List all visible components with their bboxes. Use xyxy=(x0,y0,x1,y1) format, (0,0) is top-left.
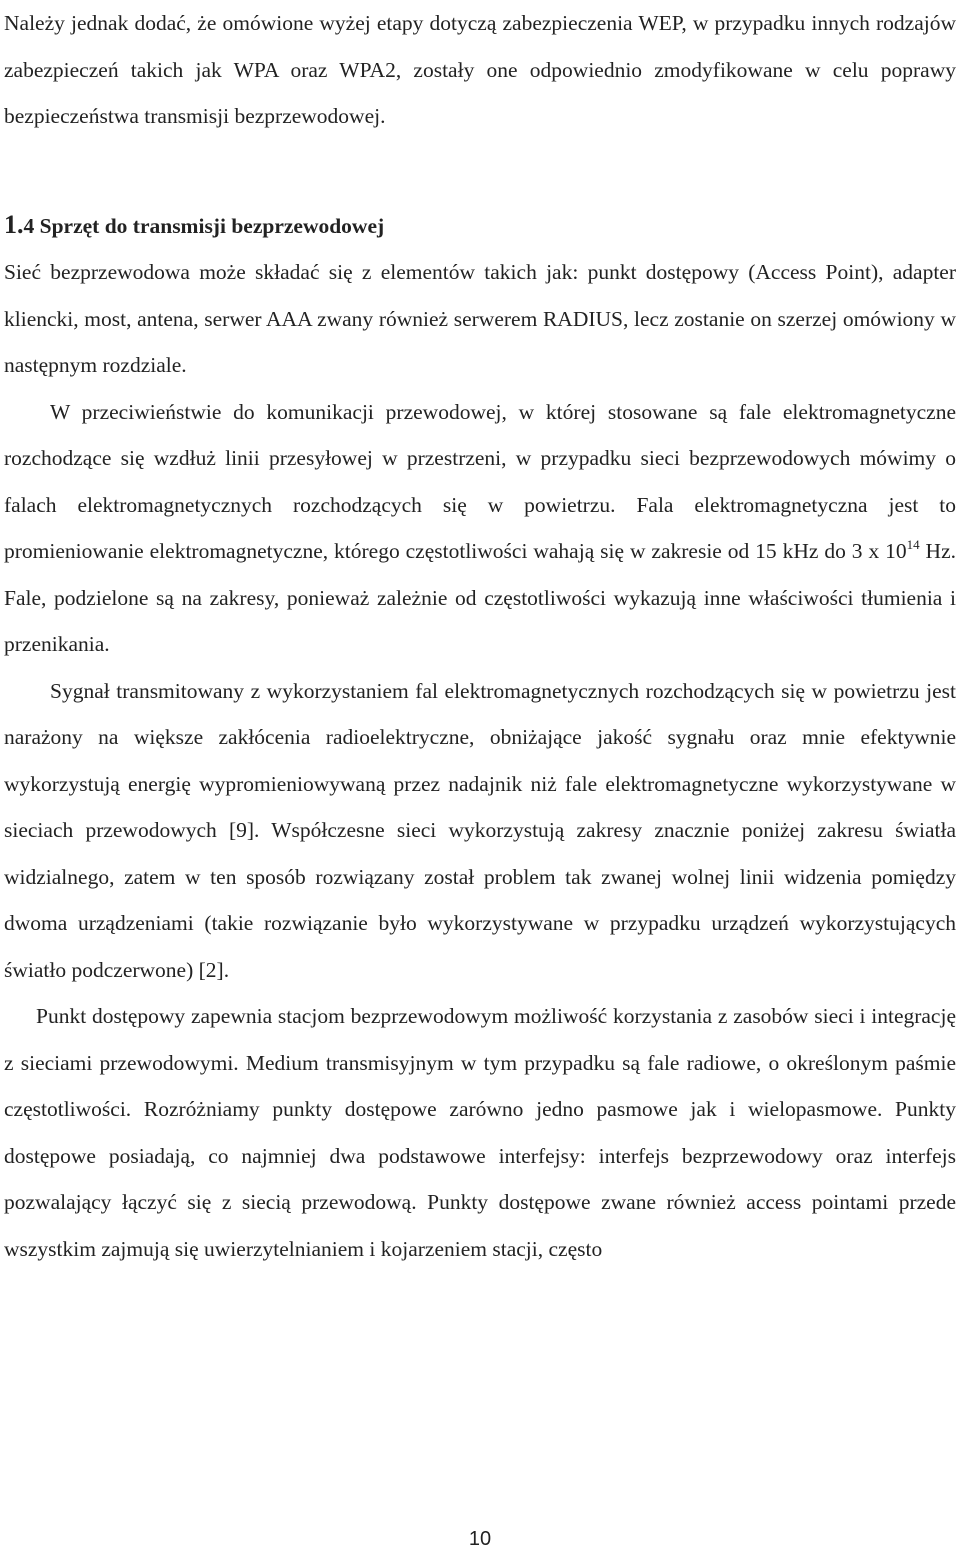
section-heading xyxy=(4,202,956,250)
paragraph-access-point: Punkt dostępowy zapewnia stacjom bezprzewodowym możliwość korzystania z zasobów sieci i integrację z sieciami przewodowymi. Medium transmisyjnym w tym przypadku są fale radiowe, o określonym paśmie częstotliwości. Rozróżniamy punkty dostępowe zarówno jedno pasmowe jak i wielopasmowe. Punkty dostępowe posiadają, co najmniej dwa podstawowe interfejsy: interfejs bezprzewodowy oraz interfejs pozwalający łączyć się z siecią przewodową. Punkty dostępowe zwane również access pointami przede wszystkim zajmują się uwierzytelnianiem i kojarzeniem stacji, często xyxy=(4,1004,956,1261)
paragraph-wep-note: Należy jednak dodać, że omówione wyżej etapy dotyczą zabezpieczenia WEP, w przypadku innych rodzajów zabezpieczeń takich jak WPA oraz WPA2, zostały one odpowiednio zmodyfikowane w celu poprawy bezpieczeństwa transmisji bezprzewodowej. xyxy=(4,11,956,128)
spacer xyxy=(4,140,956,202)
paragraph-em-waves xyxy=(4,389,956,668)
paragraph-signal-interference: Sygnał transmitowany z wykorzystaniem fal elektromagnetycznych rozchodzących się w powietrzu jest narażony na większe zakłócenia radioelektryczne, obniżające jakość sygnału oraz mnie efektywnie wykorzystują energię wypromieniowywaną przez nadajnik niż fale elektromagnetyczne wykorzystywane w sieciach przewodowych [9]. Współczesne sieci wykorzystują zakresy znacznie poniżej zakresu światła widzialnego, zatem w ten sposób rozwiązany został problem tak zwanej wolnej linii widzenia pomiędzy dwoma urządzeniami (takie rozwiązanie było wykorzystywane w przypadku urządzeń wykorzystujących światło podczerwone) [2]. xyxy=(4,678,956,982)
document-page xyxy=(4,0,956,1272)
section-title: 4 Sprzęt do transmisji bezprzewodowej xyxy=(23,213,385,238)
paragraph-em-waves-text-end: Hz. Fale, podzielone są na zakresy, ponieważ zależnie od częstotliwości wykazują inne właściwości tłumienia i przenikania. xyxy=(4,539,956,656)
page-number: 10 xyxy=(468,1528,492,1550)
paragraph-em-waves-text: W przeciwieństwie do komunikacji przewodowej, w której stosowane są fale elektromagnetyczne rozchodzące się wzdłuż linii przesyłowej w przestrzeni, w przypadku sieci bezprzewodowych mówimy o falach elektromagnetycznych rozchodzących się w powietrzu. Fala elektromagnetyczna jest to promieniowanie elektromagnetyczne, którego częstotliwości wahają się w zakresie od 15 kHz do 3 x 10 xyxy=(4,399,956,563)
section-number: 1. xyxy=(4,209,24,239)
exponent: 14 xyxy=(906,537,920,552)
paragraph-network-elements: Sieć bezprzewodowa może składać się z elementów takich jak: punkt dostępowy (Access Point), adapter kliencki, most, antena, serwer AAA zwany również serwerem RADIUS, lecz zostanie on szerzej omówiony w następnym rozdziale. xyxy=(4,260,956,377)
